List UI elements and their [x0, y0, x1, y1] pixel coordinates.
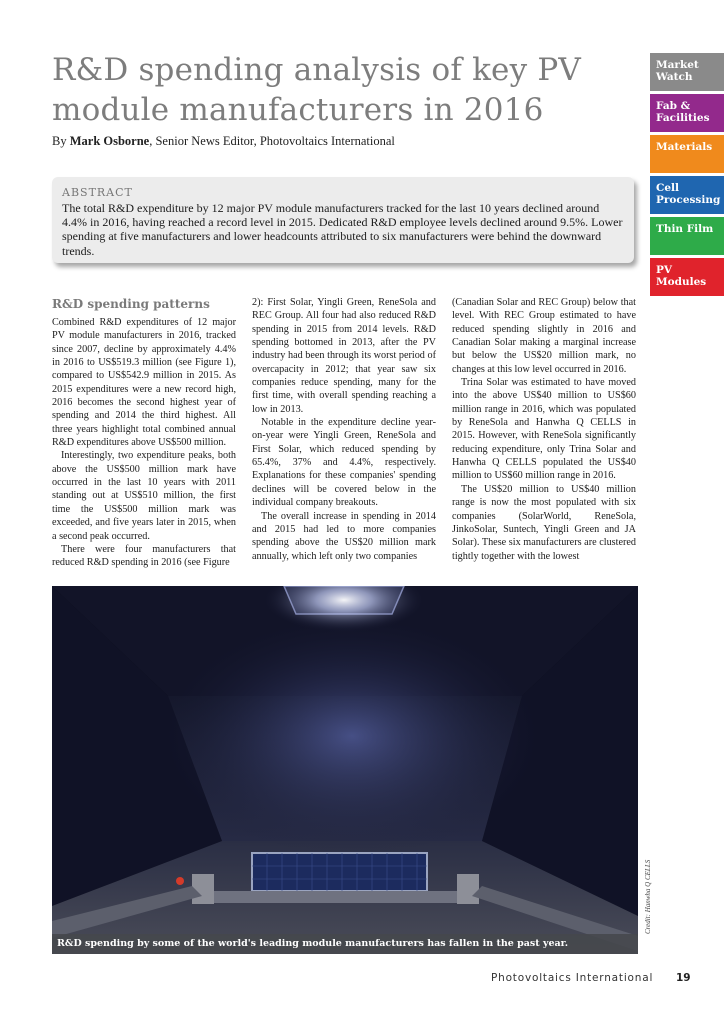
photo-illustration — [52, 586, 638, 954]
tab-materials[interactable]: Materials — [650, 135, 724, 173]
tab-cell-processing[interactable]: Cell Processing — [650, 176, 724, 214]
body-column-1 — [52, 296, 236, 570]
body-column-3 — [452, 296, 636, 563]
tab-pv-modules[interactable]: PV Modules — [650, 258, 724, 296]
photo-credit-text: Credit: Hanwha Q CELLS — [644, 859, 652, 934]
tab-thin-film[interactable]: Thin Film — [650, 217, 724, 255]
paragraph: Combined R&D expenditures of 12 major PV module manufacturers in 2016, tracked since 2007, decline by approximately 4.4% in 2016 to US$519.3 million (see Figure 1), compared to US$542.9 million in 2015. As 2015 expenditures were a new record high, 2016 becomes the second highest year of spending and 2014 the third highest. All three years highlight total combined annual R&D expenditures above US$500 million. — [52, 317, 236, 449]
body-column-2 — [252, 296, 436, 563]
abstract-box — [52, 177, 634, 263]
photo-caption: R&D spending by some of the world's leading module manufacturers has fallen in the past year. — [52, 934, 638, 954]
byline — [52, 134, 395, 149]
section-heading: R&D spending patterns — [52, 297, 210, 311]
tab-fab-facilities[interactable]: Fab & Facilities — [650, 94, 724, 132]
page-number: 19 — [676, 972, 691, 984]
paragraph: (Canadian Solar and REC Group) below that level. With REC Group estimated to have reduced spending slightly in 2016 and Canadian Solar making a marginal increase but below the US$20 million mark, no changes at this low level occurred in 2016. — [452, 297, 636, 375]
photo-credit — [644, 846, 654, 936]
paragraph: Interestingly, two expenditure peaks, both above the US$500 million mark have occurred in the last 10 years with 2011 standing out at US$510 million, the first time the US$500 million mark was exceeded, and five years later in 2015, when a second peak occurred. — [52, 450, 236, 542]
abstract-label: ABSTRACT — [62, 186, 133, 199]
author-name: Mark Osborne — [69, 134, 150, 148]
paragraph: Trina Solar was estimated to have moved into the above US$40 million to US$60 million range in 2016, which was populated by ReneSola and Hanwha Q CELLS in 2015. However, with ReneSola significantly reducing expenditure, only Trina Solar and Hanwha Q CELLS populated the US$40 million to US$60 million range in 2016. — [452, 377, 636, 482]
tab-market-watch[interactable]: Market Watch — [650, 53, 724, 91]
paragraph: The US$20 million to US$40 million range is now the most populated with six companies (SolarWorld, ReneSola, JinkoSolar, Suntech, Yingli Green and JA Solar). These six manufacturers are clustered tightly together with the lowest — [452, 483, 636, 562]
footer-publication: Photovoltaics International — [491, 972, 654, 984]
paragraph: 2): First Solar, Yingli Green, ReneSola and REC Group. All four had also reduced R&D spending in 2015 from 2014 levels. R&D spending bottomed in 2013, after the PV industry had been through its worst period of overcapacity in 2012; that year saw six companies reduce spending, many for the first time, with overall spending reaching a low in 2013. — [252, 297, 436, 415]
paragraph: There were four manufacturers that reduced R&D spending in 2016 (see Figure — [52, 543, 236, 569]
abstract-text: The total R&D expenditure by 12 major PV module manufacturers tracked for the last 10 years declined around 4.4% in 2016, having reached a record level in 2015. Dedicated R&D employee levels declined around 9.5%. Lower spending at five manufacturers and lower headcounts attributed to six manufacturers were behind the downward trends. — [62, 201, 623, 258]
paragraph: Notable in the expenditure decline year-on-year were Yingli Green, ReneSola and First Solar, which reduced spending by 65.4%, 37% and 4.4%, respectively. Explanations for these companies' spending declines will be covered below in the individual company breakouts. — [252, 417, 436, 509]
paragraph: The overall increase in spending in 2014 and 2015 had led to more companies spending above the US$20 million mark annually, which left only two companies — [252, 510, 436, 562]
photo-solar-simulator — [52, 586, 638, 954]
author-role: , Senior News Editor, Photovoltaics International — [149, 134, 395, 148]
byline-prefix: By — [52, 134, 70, 148]
article-title: R&D spending analysis of key PV module manufacturers in 2016 — [52, 52, 582, 128]
section-tabs — [650, 53, 724, 299]
